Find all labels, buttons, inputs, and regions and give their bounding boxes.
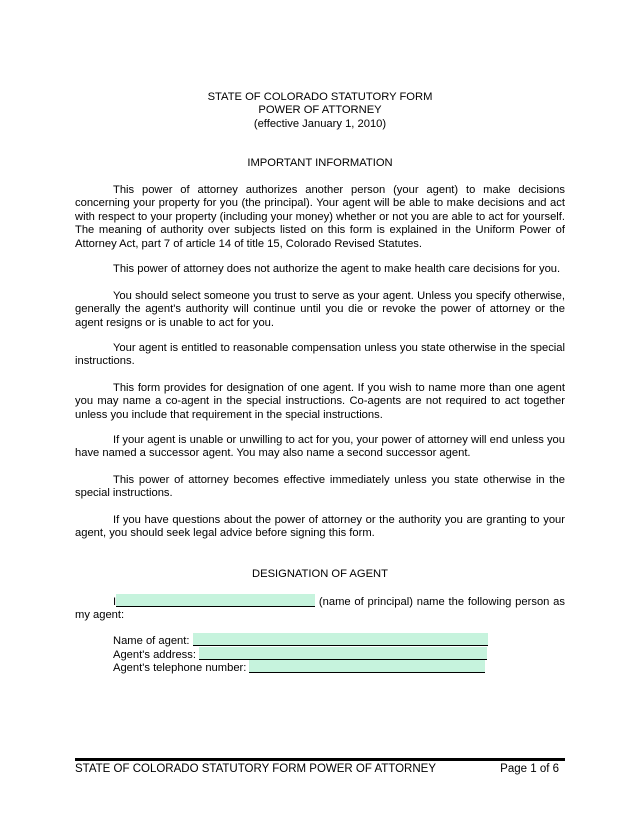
paragraph-health-care: This power of attorney does not authorize the agent to make health care decisions for you. [113, 263, 561, 275]
title-line-1: STATE OF COLORADO STATUTORY FORM [207, 91, 433, 103]
paragraph-authorization: This power of attorney authorizes another person (your agent) to make decisions concerning your property for you (the principal). Your agent will be able to make decisions and act with respect to your property (including your money) whether or not you are able to act for yourself. The meaning of authority over subjects listed on this form is explained in the Uniform Power of Attorney Act, part 7 of article 14 of title 15, Colorado Revised Statutes. [75, 184, 565, 250]
form-title [75, 91, 565, 131]
principal-name-field[interactable] [116, 594, 315, 607]
agent-phone-field[interactable] [249, 660, 485, 673]
principal-prefix: I [113, 596, 117, 608]
paragraph-select-agent: You should select someone you trust to serve as your agent. Unless you specify otherwise, generally the agent's authority will continue until you die or revoke the power of attorney or the agent resigns or is unable to act for you. [75, 290, 565, 329]
page-number: Page 1 of 6 [500, 763, 559, 775]
title-line-3: (effective January 1, 2010) [253, 117, 387, 130]
agent-address-field[interactable] [199, 647, 487, 660]
paragraph-successor-agent: If your agent is unable or unwilling to act for you, your power of attorney will end unless you have named a successor agent. You may also name a second successor agent. [75, 434, 565, 460]
designation-of-agent-heading: DESIGNATION OF AGENT [252, 568, 388, 580]
paragraph-compensation: Your agent is entitled to reasonable compensation unless you state otherwise in the special instructions. [75, 342, 565, 368]
agent-details [113, 633, 565, 674]
agent-phone-label: Agent's telephone number: [113, 662, 247, 674]
agent-address-label: Agent's address: [113, 648, 196, 661]
paragraph-co-agent: This form provides for designation of one agent. If you wish to name more than one agent you may name a co-agent in the special instructions. Co-agents are not required to act together unless you include that requirement in the special instructions. [75, 382, 565, 421]
important-information-heading: IMPORTANT INFORMATION [247, 157, 393, 169]
page-footer [75, 763, 565, 776]
agent-name-field[interactable] [193, 633, 488, 646]
agent-address-row [113, 647, 565, 661]
title-line-2: POWER OF ATTORNEY [258, 104, 382, 117]
paragraph-effective: This power of attorney becomes effective immediately unless you state otherwise in the special instructions. [75, 474, 565, 500]
footer-divider [75, 758, 565, 761]
principal-statement [75, 594, 565, 623]
footer-form-title: STATE OF COLORADO STATUTORY FORM POWER OF ATTORNEY [75, 763, 437, 775]
principal-suffix: (name of principal) name the following person as my agent: [75, 596, 565, 622]
agent-name-label: Name of agent: [113, 635, 190, 647]
agent-phone-row [113, 660, 565, 674]
paragraph-legal-advice: If you have questions about the power of attorney or the authority you are granting to your agent, you should seek legal advice before signing this form. [75, 514, 565, 540]
agent-name-row [113, 633, 565, 647]
